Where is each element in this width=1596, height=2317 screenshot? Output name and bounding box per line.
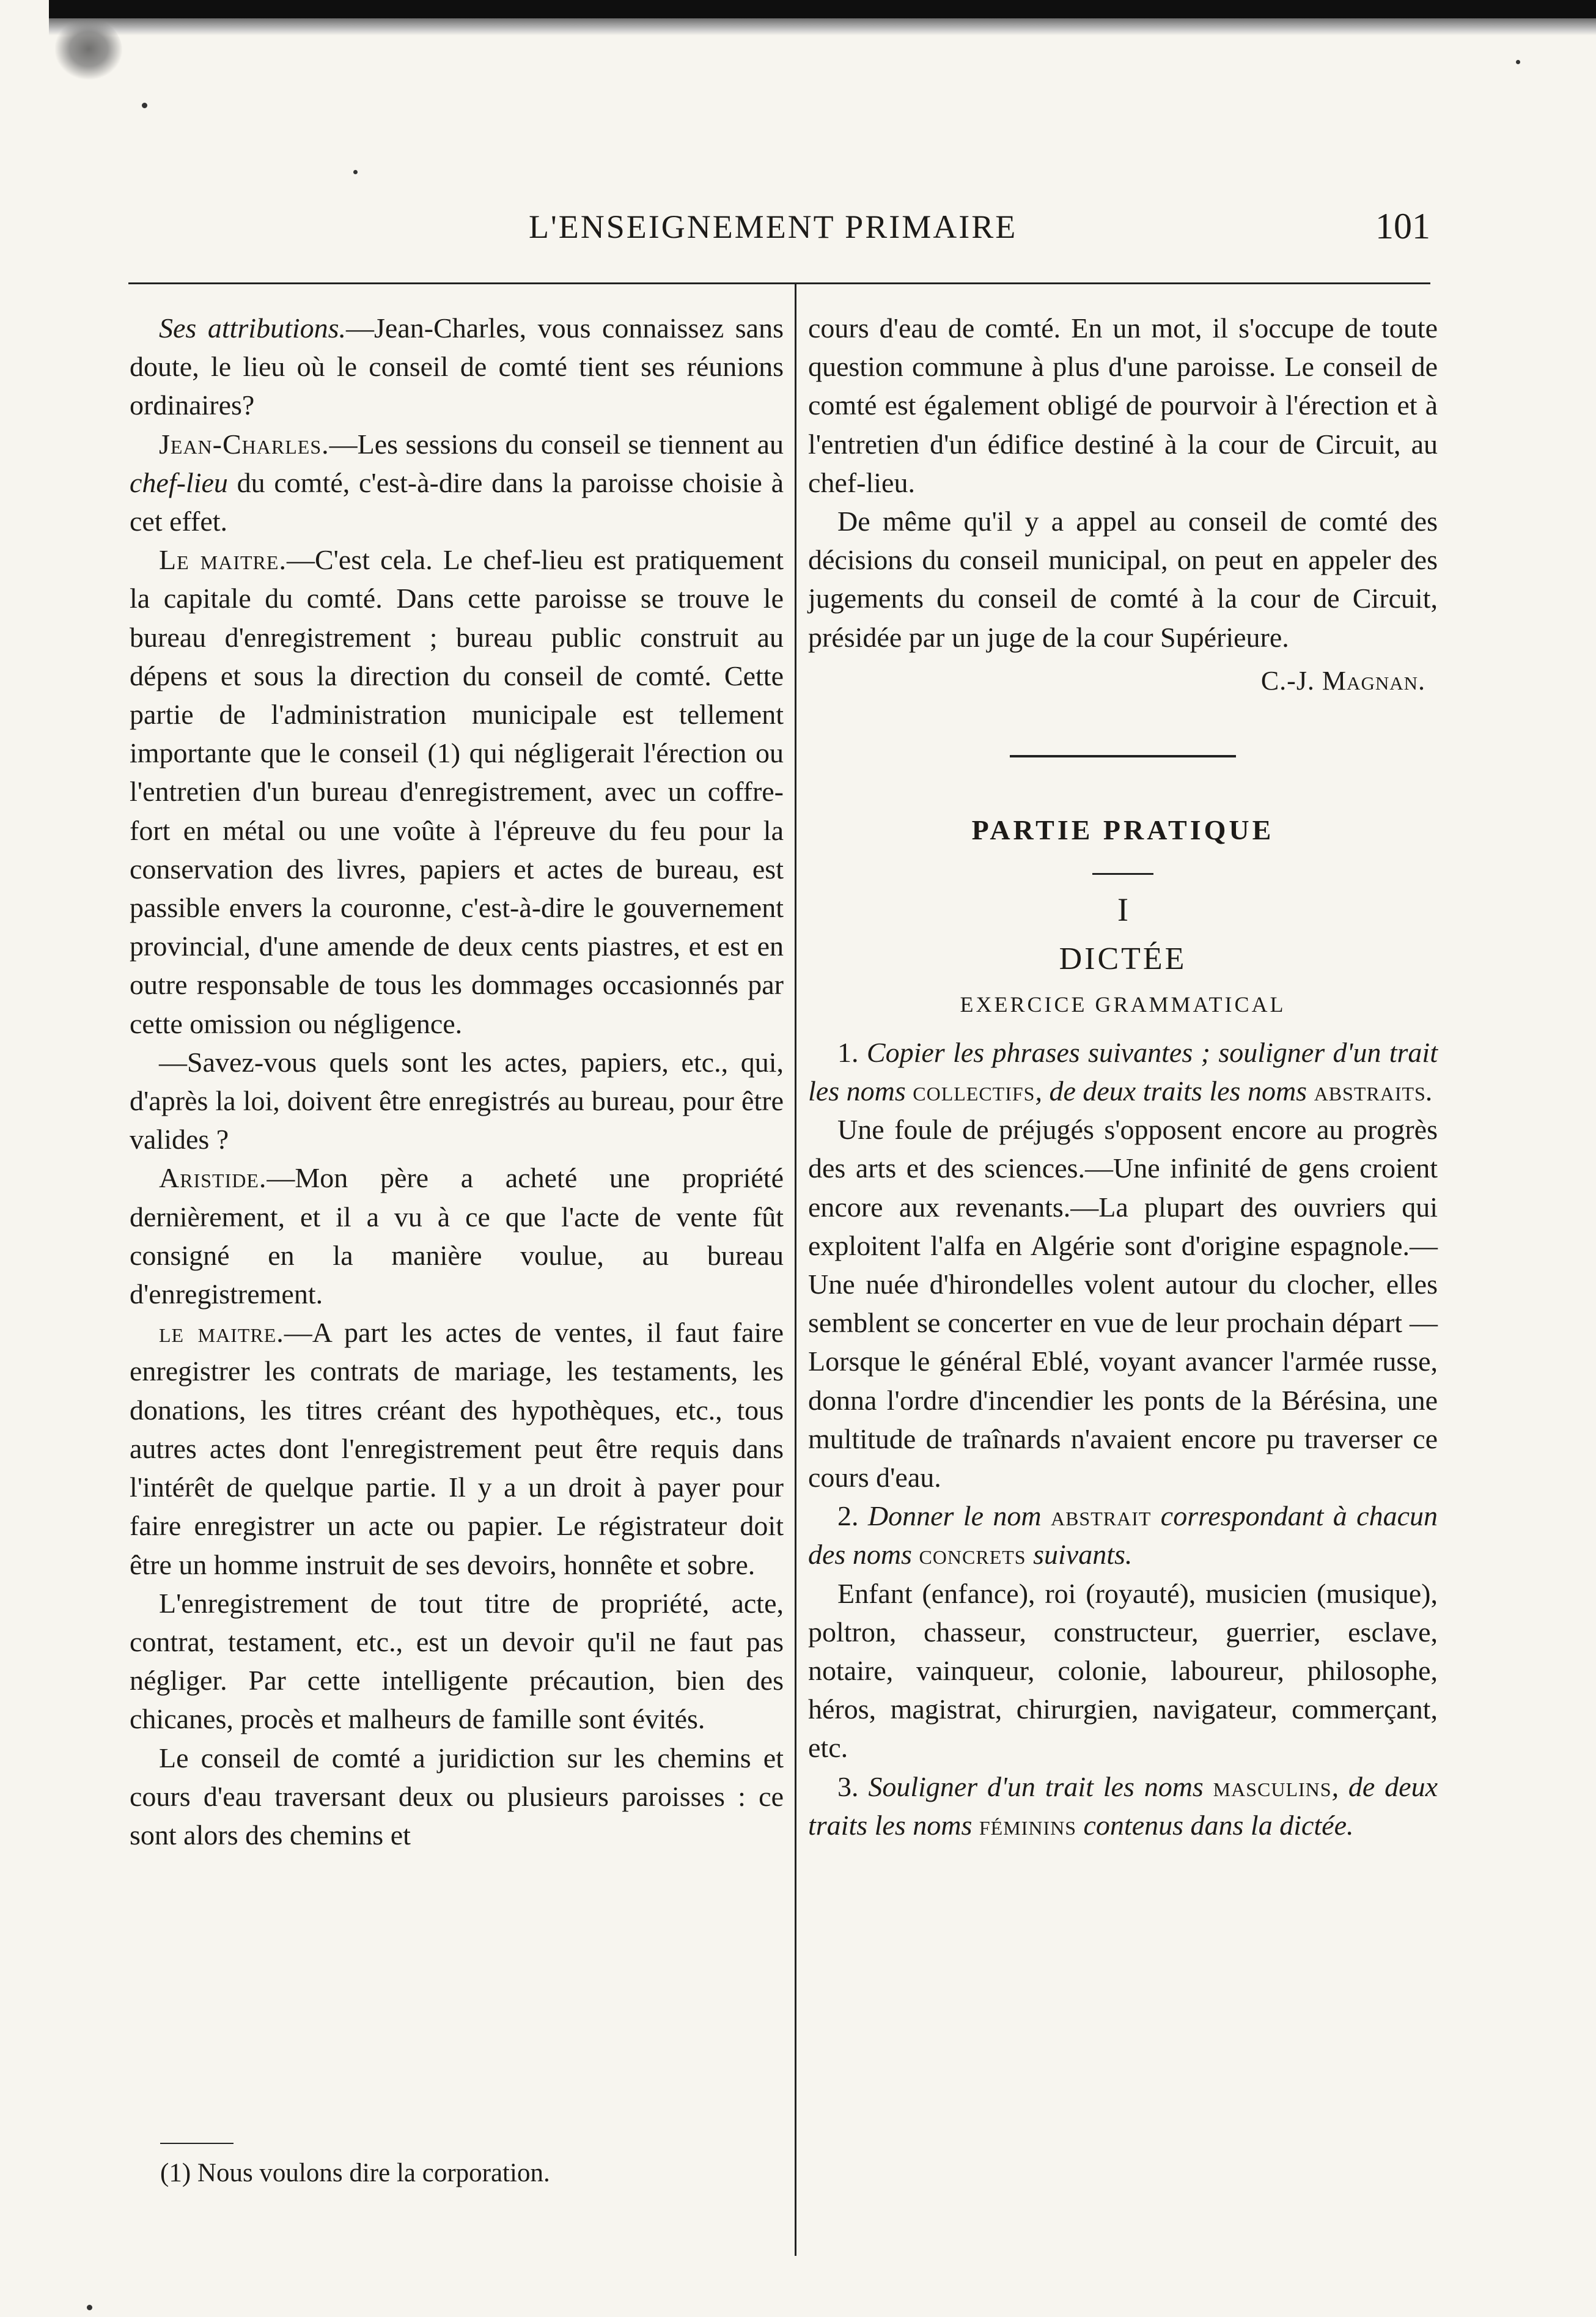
ink-speck xyxy=(142,103,147,108)
paragraph: cours d'eau de comté. En un mot, il s'occupe de toute question commune à plus d'une paroisse. Le conseil de comté est également obligé de pourvoir à l'érection et à l'entretien d'un édifice destiné à la cour de Circuit, au chef-lieu. xyxy=(808,312,1438,498)
section-title: PARTIE PRATIQUE xyxy=(971,814,1274,845)
speaker-name: le maitre. xyxy=(159,1317,284,1349)
dictation-text: Une foule de préjugés s'opposent encore au progrès des arts et des sciences.—Une infinité de gens croient encore aux revenants.—La plupart des ouvriers qui exploitent l'alfa en Algérie sont d'origine espagnole.—Une nuée d'hirondelles volent autour du clocher, elles semblent se concerter en vue de leur prochain départ —Lorsque le général Eblé, voyant avancer l'armée russe, donna l'ordre d'incendier les ponts de la Bérésina, une multitude de traînards n'avaient encore pu traverser ce cours d'eau. xyxy=(808,1114,1438,1494)
speaker-name: Le maitre. xyxy=(159,544,287,576)
ink-speck xyxy=(353,170,358,174)
ink-speck xyxy=(1516,60,1520,64)
paragraph: Le maitre.—C'est cela. Le chef-lieu est pratiquement la capitale du comté. Dans cette paroisse se trouve le bureau d'enregistrement ; bureau public construit au dépens et sous la direction du conseil de comté. Cette partie de l'administration municipale est tellement importante que le conseil (1) qui négligerait l'érection ou l'entretien d'un bureau d'enregistrement, avec un coffre-fort en métal ou une voûte à l'épreuve du feu pour la conservation des livres, papiers et actes de bureau, est passible envers la couronne, c'est-à-dire le gouvernement provincial, d'une amende de deux cents piastres, et est en outre responsable de tous les dommages occasionnés par cette omission ou négligence. xyxy=(130,544,784,1039)
section-number: I xyxy=(1117,891,1128,928)
footnote-rule xyxy=(160,2143,234,2144)
speaker-name: Aristide. xyxy=(159,1162,267,1194)
exercise-answers: Enfant (enfance), roi (royauté), musicien (musique), poltron, chasseur, constructeur, guerrier, esclave, notaire, vainqueur, colonie, laboureur, philosophe, héros, magistrat, chirurgien, navigateur, commerçant, etc. xyxy=(808,1577,1438,1764)
right-column xyxy=(808,309,1438,1844)
author-signature: C.-J. Magnan. xyxy=(1260,665,1425,696)
section-separator xyxy=(1010,755,1236,757)
exercise-instruction: 3. Souligner d'un trait les noms masculins, de deux traits les noms féminins contenus dans la dictée. xyxy=(808,1770,1438,1841)
top-edge-band xyxy=(49,0,1596,35)
ink-speck xyxy=(87,2305,92,2310)
exercise-instruction: 2. Donner le nom abstrait correspondant à chacun des noms concrets suivants. xyxy=(808,1500,1438,1571)
page-number: 101 xyxy=(1375,206,1430,246)
paragraph: L'enregistrement de tout titre de propriété, acte, contrat, testament, etc., est un devoir qu'il ne faut pas négliger. Par cette intelligente précaution, bien des chicanes, procès et malheurs de famille sont évités. xyxy=(130,1587,784,1735)
corner-ornament xyxy=(55,18,122,79)
subsection-title: DICTÉE xyxy=(1059,941,1187,976)
column-divider xyxy=(795,282,796,2256)
exercise-heading: EXERCICE GRAMMATICAL xyxy=(960,992,1286,1017)
page-header xyxy=(128,208,1430,269)
paragraph: De même qu'il y a appel au conseil de comté des décisions du conseil municipal, on peut en appeler des jugements du conseil de comté à la cour de Circuit, présidée par un juge de la cour Supérieure. xyxy=(808,506,1438,653)
paragraph: Jean-Charles.—Les sessions du conseil se tiennent au chef-lieu du comté, c'est-à-dire dans la paroisse choisie à cet effet. xyxy=(130,428,784,537)
speaker-name: Jean-Charles. xyxy=(159,428,329,460)
header-rule xyxy=(128,282,1430,284)
section-label: Ses attributions. xyxy=(159,312,347,344)
title-rule xyxy=(1092,873,1153,875)
paragraph: Le conseil de comté a juridiction sur les chemins et cours d'eau traversant deux ou plusieurs paroisses : ce sont alors des chemins et xyxy=(130,1742,784,1851)
paragraph: Aristide.—Mon père a acheté une propriété dernièrement, et il a vu à ce que l'acte de vente fût consigné en la manière voulue, au bureau d'enregistrement. xyxy=(130,1162,784,1310)
paragraph: Ses attributions.—Jean-Charles, vous connaissez sans doute, le lieu où le conseil de comté tient ses réunions ordinaires? xyxy=(130,312,784,421)
paragraph: —Savez-vous quels sont les actes, papiers, etc., qui, d'après la loi, doivent être enregistrés au bureau, pour être valides ? xyxy=(130,1046,784,1155)
left-column xyxy=(130,309,784,1854)
paragraph: le maitre.—A part les actes de ventes, il faut faire enregistrer les contrats de mariage, les testaments, les donations, les titres créant des hypothèques, etc., tous autres actes dont l'enregistrement peut être requis dans l'intérêt de quelque partie. Il y a un droit à payer pour faire enregistrer un acte ou papier. Le régistrateur doit être un homme instruit de ses devoirs, honnête et sobre. xyxy=(130,1317,784,1580)
exercise-instruction: 1. Copier les phrases suivantes ; souligner d'un trait les noms collectifs, de deux traits les noms abstraits. xyxy=(808,1036,1438,1107)
footnote: (1) Nous voulons dire la corporation. xyxy=(160,2159,550,2187)
running-title: L'ENSEIGNEMENT PRIMAIRE xyxy=(529,208,1018,245)
